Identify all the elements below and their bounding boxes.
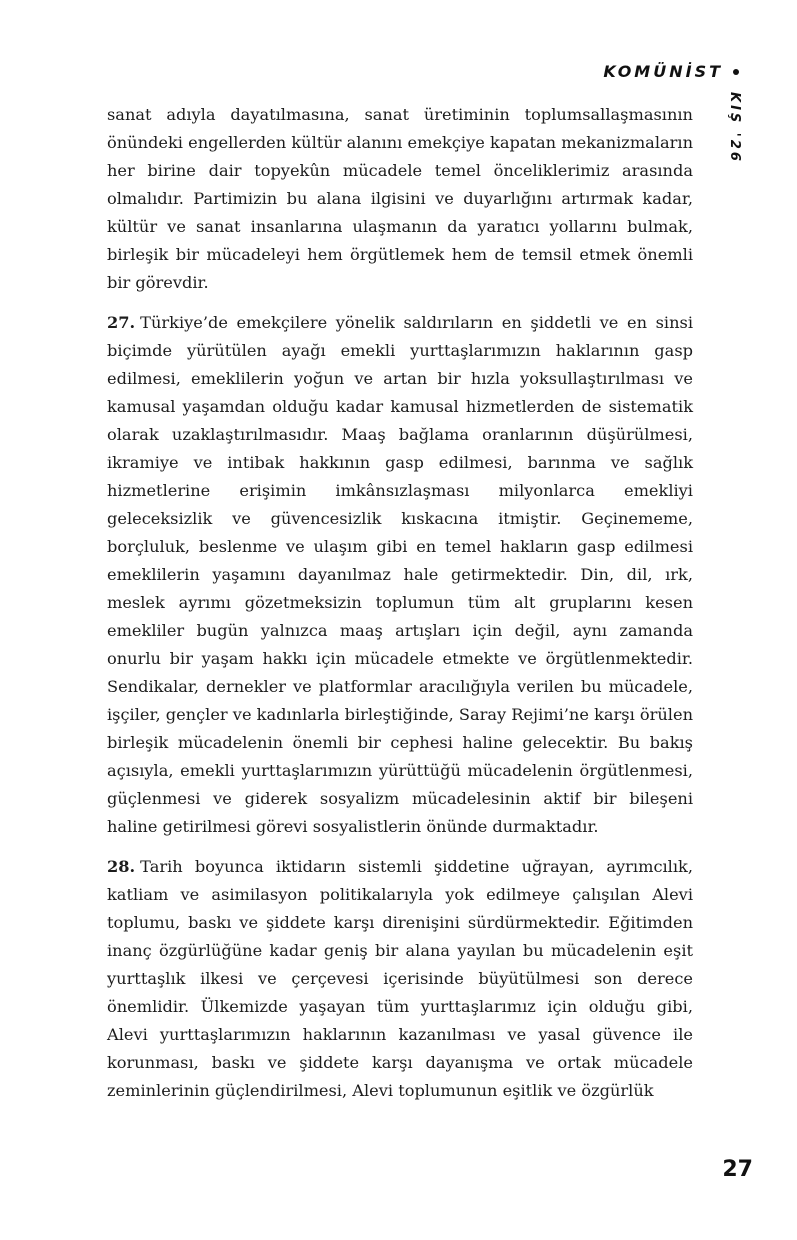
running-header [603, 62, 739, 81]
page-number: 27 [722, 1157, 753, 1182]
paragraph-text: Tarih boyunca iktidarın sistemli şiddetine uğrayan, ayrımcılık, katliam ve asimilasyon politikalarıyla yok edilmeye çalışılan Alevi toplumu, baskı ve şiddete karşı direnişini sürdürmektedir. Eğitimden inanç özgürlüğüne kadar geniş bir alana yayılan bu mücadelenin eşit yurttaşlık ilkesi ve çerçevesi içerisinde büyütülmesi son derece önemlidir. Ülkemizde yaşayan tüm yurttaşlarımız için olduğu gibi, Alevi yurttaşlarımızın haklarının kazanılması ve yasal güvence ile korunması, baskı ve şiddete karşı dayanışma ve ortak mücadele zeminlerinin güçlendirilmesi, Alevi toplumunun eşitlik ve özgürlük [107, 857, 693, 1100]
paragraph-27 [107, 309, 693, 841]
page-body [107, 101, 693, 1117]
paragraph-text: sanat adıyla dayatılmasına, sanat üretiminin toplumsallaşmasının önündeki engellerden kültür alanını emekçiye kapatan mekanizmaların her birine dair topyekûn mücadele temel önceliklerimiz arasında olmalıdır. Partimizin bu alana ilgisini ve duyarlığını artırmak kadar, kültür ve sanat insanlarına ulaşmanın da yaratıcı yollarını bulmak, birleşik bir mücadeleyi hem örgütlemek hem de temsil etmek önemli bir görevdir. [107, 105, 693, 292]
bullet-dot-icon [733, 69, 739, 75]
paragraph-text: Türkiye’de emekçilere yönelik saldırıların en şiddetli ve en sinsi biçimde yürütülen ayağı emekli yurttaşlarımızın haklarının gasp edilmesi, emeklilerin yoğun ve artan bir hızla yoksullaştırılması ve kamusal yaşamdan olduğu kadar kamusal hizmetlerden de sistematik olarak uzaklaştırılmasıdır. Maaş bağlama oranlarının düşürülmesi, ikramiye ve intibak hakkının gasp edilmesi, barınma ve sağlık hizmetlerine erişimin imkânsızlaşması milyonlarca emekliyi geleceksizlik ve güvencesizlik kıskacına itmiştir. Geçinememe, borçluluk, beslenme ve ulaşım gibi en temel hakların gasp edilmesi emeklilerin yaşamını dayanılmaz hale getirmektedir. Din, dil, ırk, meslek ayrımı gözetmeksizin toplumun tüm alt gruplarını kesen emekliler bugün yalnızca maaş artışları için değil, aynı zamanda onurlu bir yaşam hakkı için mücadele etmekte ve örgütlenmektedir. Sendikalar, dernekler ve platformlar aracılığıyla verilen bu mücadele, işçiler, gençler ve kadınlarla birleştiğinde, Saray Rejimi’ne karşı örülen birleşik mücadelenin önemli bir cephesi haline gelecektir. Bu bakış açısıyla, emekli yurttaşlarımızın yürüttüğü mücadelenin örgütlenmesi, güçlenmesi ve giderek sosyalizm mücadelesinin aktif bir bileşeni haline getirilmesi görevi sosyalistlerin önünde durmaktadır. [107, 313, 693, 836]
paragraph-28 [107, 853, 693, 1105]
paragraph-number: 27. [107, 313, 136, 332]
issue-season: KIŞ '26 [727, 92, 742, 164]
paragraph-continuation [107, 101, 693, 297]
magazine-title: KOMÜNİST [603, 62, 723, 81]
paragraph-number: 28. [107, 857, 136, 876]
